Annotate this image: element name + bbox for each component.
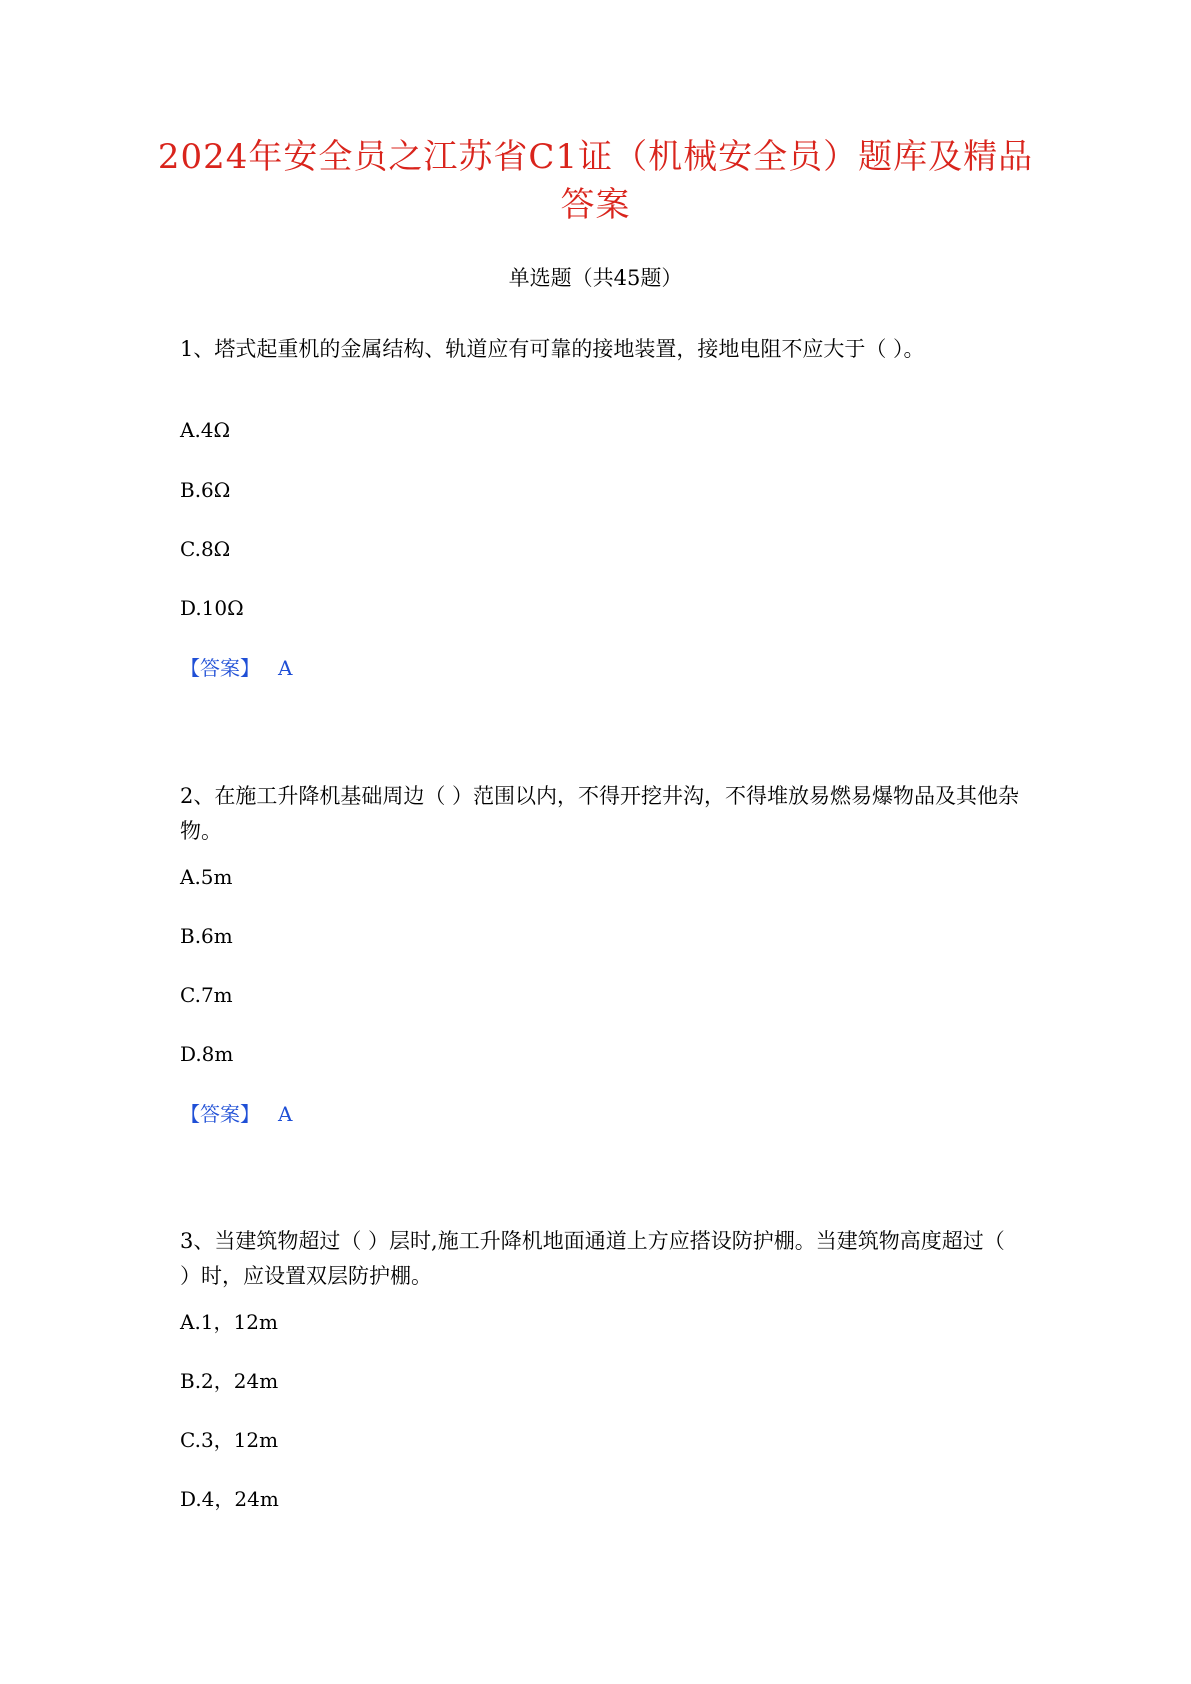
answer-label: 【答案】 bbox=[180, 1102, 260, 1126]
question-1 bbox=[180, 332, 1020, 680]
option-c: C.7m bbox=[180, 983, 233, 1007]
option-c: C.8Ω bbox=[180, 537, 231, 561]
section-heading: 单选题（共45题） bbox=[508, 266, 683, 290]
option-c: C.3，12m bbox=[180, 1428, 279, 1452]
question-2 bbox=[180, 779, 1020, 1126]
option-b: B.6Ω bbox=[180, 478, 231, 502]
option-a: A.4Ω bbox=[180, 418, 231, 442]
question-stem: 2、在施工升降机基础周边（ ）范围以内，不得开挖井沟，不得堆放易燃易爆物品及其他杂物。 bbox=[180, 784, 1020, 843]
option-d: D.8m bbox=[180, 1042, 234, 1066]
option-d: D.4，24m bbox=[180, 1487, 279, 1511]
question-stem: 3、当建筑物超过（ ）层时,施工升降机地面通道上方应搭设防护棚。当建筑物高度超过（ ）时，应设置双层防护棚。 bbox=[180, 1229, 1005, 1288]
answer-value: A bbox=[278, 1102, 293, 1126]
option-b: B.2，24m bbox=[180, 1369, 279, 1393]
option-a: A.1，12m bbox=[180, 1310, 278, 1334]
question-3 bbox=[180, 1224, 1020, 1524]
option-d: D.10Ω bbox=[180, 596, 244, 620]
answer-line bbox=[180, 1100, 292, 1128]
question-stem: 1、塔式起重机的金属结构、轨道应有可靠的接地装置，接地电阻不应大于（ ）。 bbox=[180, 337, 925, 361]
option-a: A.5m bbox=[180, 865, 233, 889]
answer-label: 【答案】 bbox=[180, 656, 260, 680]
answer-value: A bbox=[278, 656, 293, 680]
document-title: 2024年安全员之江苏省C1证（机械安全员）题库及精品答案 bbox=[157, 137, 1034, 225]
answer-line bbox=[180, 654, 292, 682]
option-b: B.6m bbox=[180, 924, 233, 948]
